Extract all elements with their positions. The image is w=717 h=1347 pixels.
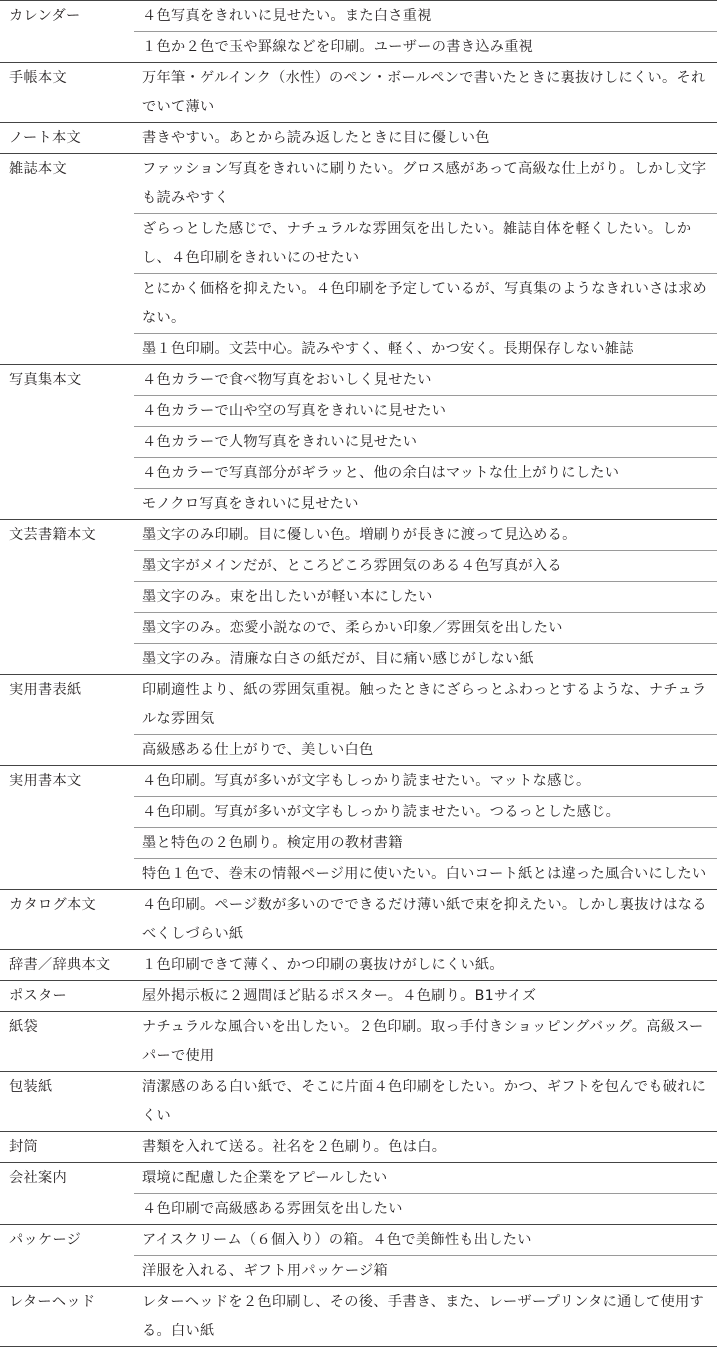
category-cell: 包装紙 bbox=[0, 1072, 134, 1132]
table-row bbox=[0, 1287, 717, 1347]
category-cell: カレンダー bbox=[0, 1, 134, 63]
requirement-cell: 洋服を入れる、ギフト用パッケージ箱 bbox=[134, 1256, 717, 1287]
table-row bbox=[0, 520, 717, 551]
requirement-cell: １色か２色で玉や罫線などを印刷。ユーザーの書き込み重視 bbox=[134, 32, 717, 63]
requirement-cell: ４色カラーで山や空の写真をきれいに見せたい bbox=[134, 396, 717, 427]
category-cell: 実用書表紙 bbox=[0, 675, 134, 766]
requirement-cell: 環境に配慮した企業をアピールしたい bbox=[134, 1163, 717, 1194]
table-row bbox=[0, 63, 717, 123]
requirement-cell: ４色カラーで食べ物写真をおいしく見せたい bbox=[134, 365, 717, 396]
table-row bbox=[0, 890, 717, 950]
table-row bbox=[0, 675, 717, 735]
requirement-cell: 屋外掲示板に２週間ほど貼るポスター。４色刷り。B1サイズ bbox=[134, 981, 717, 1012]
table-row bbox=[0, 1163, 717, 1194]
requirement-cell: レターヘッドを２色印刷し、その後、手書き、また、レーザープリンタに通して使用する。白い紙 bbox=[134, 1287, 717, 1347]
requirement-cell: 万年筆・ゲルインク（水性）のペン・ボールペンで書いたときに裏抜けしにくい。それでいて薄い bbox=[134, 63, 717, 123]
category-cell: 手帳本文 bbox=[0, 63, 134, 123]
requirement-cell: とにかく価格を抑えたい。４色印刷を予定しているが、写真集のようなきれいさは求めない。 bbox=[134, 274, 717, 334]
category-cell: ポスター bbox=[0, 981, 134, 1012]
table-row bbox=[0, 154, 717, 214]
requirement-cell: 墨と特色の２色刷り。検定用の教材書籍 bbox=[134, 828, 717, 859]
category-cell: 雑誌本文 bbox=[0, 154, 134, 365]
requirement-cell: ざらっとした感じで、ナチュラルな雰囲気を出したい。雑誌自体を軽くしたい。しかし、４色印刷をきれいにのせたい bbox=[134, 214, 717, 274]
category-cell: 会社案内 bbox=[0, 1163, 134, 1225]
requirement-cell: ４色カラーで写真部分がギラッと、他の余白はマットな仕上がりにしたい bbox=[134, 458, 717, 489]
table-row bbox=[0, 123, 717, 154]
requirement-cell: ナチュラルな風合いを出したい。２色印刷。取っ手付きショッピングバッグ。高級スーパーで使用 bbox=[134, 1012, 717, 1072]
category-cell: ノート本文 bbox=[0, 123, 134, 154]
category-cell: カタログ本文 bbox=[0, 890, 134, 950]
requirement-cell: ４色印刷。写真が多いが文字もしっかり読ませたい。つるっとした感じ。 bbox=[134, 797, 717, 828]
category-cell: 写真集本文 bbox=[0, 365, 134, 520]
requirement-cell: 墨１色印刷。文芸中心。読みやすく、軽く、かつ安く。長期保存しない雑誌 bbox=[134, 334, 717, 365]
category-cell: レターヘッド bbox=[0, 1287, 134, 1347]
table-row bbox=[0, 1012, 717, 1072]
table-row bbox=[0, 1132, 717, 1163]
requirement-cell: 高級感ある仕上がりで、美しい白色 bbox=[134, 735, 717, 766]
requirement-cell: 書きやすい。あとから読み返したときに目に優しい色 bbox=[134, 123, 717, 154]
category-cell: 文芸書籍本文 bbox=[0, 520, 134, 675]
requirement-cell: 墨文字がメインだが、ところどころ雰囲気のある４色写真が入る bbox=[134, 551, 717, 582]
category-cell: 辞書／辞典本文 bbox=[0, 950, 134, 981]
table-row bbox=[0, 1, 717, 32]
category-cell: 封筒 bbox=[0, 1132, 134, 1163]
requirement-cell: ４色印刷で高級感ある雰囲気を出したい bbox=[134, 1194, 717, 1225]
requirement-cell: 印刷適性より、紙の雰囲気重視。触ったときにざらっとふわっとするような、ナチュラルな雰囲気 bbox=[134, 675, 717, 735]
table-body bbox=[0, 1, 717, 1347]
requirement-cell: ４色写真をきれいに見せたい。また白さ重視 bbox=[134, 1, 717, 32]
table-row bbox=[0, 981, 717, 1012]
requirement-cell: 特色１色で、巻末の情報ページ用に使いたい。白いコート紙とは違った風合いにしたい bbox=[134, 859, 717, 890]
category-cell: パッケージ bbox=[0, 1225, 134, 1287]
requirement-cell: ４色印刷。ページ数が多いのでできるだけ薄い紙で束を抑えたい。しかし裏抜けはなるべくしづらい紙 bbox=[134, 890, 717, 950]
requirement-cell: 墨文字のみ印刷。目に優しい色。増刷りが長きに渡って見込める。 bbox=[134, 520, 717, 551]
table-row bbox=[0, 1072, 717, 1132]
category-cell: 実用書本文 bbox=[0, 766, 134, 890]
requirement-cell: 墨文字のみ。清廉な白さの紙だが、目に痛い感じがしない紙 bbox=[134, 644, 717, 675]
table-row bbox=[0, 766, 717, 797]
requirement-cell: ４色印刷。写真が多いが文字もしっかり読ませたい。マットな感じ。 bbox=[134, 766, 717, 797]
requirement-cell: 墨文字のみ。束を出したいが軽い本にしたい bbox=[134, 582, 717, 613]
table-row bbox=[0, 950, 717, 981]
table-row bbox=[0, 1225, 717, 1256]
requirement-cell: ファッション写真をきれいに刷りたい。グロス感があって高級な仕上がり。しかし文字も読みやすく bbox=[134, 154, 717, 214]
table-row bbox=[0, 365, 717, 396]
requirement-cell: モノクロ写真をきれいに見せたい bbox=[134, 489, 717, 520]
category-cell: 紙袋 bbox=[0, 1012, 134, 1072]
requirement-cell: １色印刷できて薄く、かつ印刷の裏抜けがしにくい紙。 bbox=[134, 950, 717, 981]
requirement-cell: 墨文字のみ。恋愛小説なので、柔らかい印象／雰囲気を出したい bbox=[134, 613, 717, 644]
requirement-cell: ４色カラーで人物写真をきれいに見せたい bbox=[134, 427, 717, 458]
requirement-cell: 書類を入れて送る。社名を２色刷り。色は白。 bbox=[134, 1132, 717, 1163]
requirement-cell: 清潔感のある白い紙で、そこに片面４色印刷をしたい。かつ、ギフトを包んでも破れにくい bbox=[134, 1072, 717, 1132]
requirement-cell: アイスクリーム（６個入り）の箱。４色で美飾性も出したい bbox=[134, 1225, 717, 1256]
